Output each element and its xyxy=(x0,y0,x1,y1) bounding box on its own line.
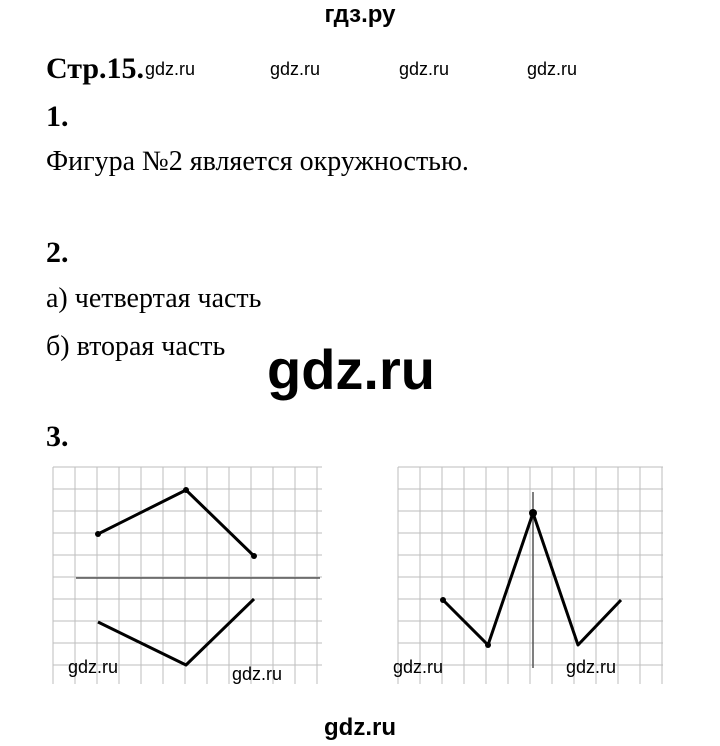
vertex-point xyxy=(251,553,257,559)
watermark: gdz.ru xyxy=(270,59,321,79)
task-1-answer: Фигура №2 является окружностью. xyxy=(46,146,469,177)
site-header: гдз.ру xyxy=(324,1,396,28)
watermark: gdz.ru xyxy=(566,657,617,677)
vertex-point xyxy=(183,487,189,493)
vertex-point xyxy=(485,642,491,648)
watermark: gdz.ru xyxy=(145,59,196,79)
watermark: gdz.ru xyxy=(527,59,578,79)
grid-drawing-right xyxy=(397,466,665,686)
task-2-answer-a: а) четвертая часть xyxy=(46,283,262,314)
site-footer: gdz.ru xyxy=(324,714,396,741)
task-2-answer-b: б) вторая часть xyxy=(46,331,226,362)
watermark: gdz.ru xyxy=(393,657,444,677)
vertex-point xyxy=(95,531,101,537)
task-number-3: 3. xyxy=(46,420,69,453)
watermark-large: gdz.ru xyxy=(267,338,435,401)
vertex-point xyxy=(440,597,446,603)
task-number-2: 2. xyxy=(46,236,69,269)
task-number-1: 1. xyxy=(46,100,69,133)
watermark: gdz.ru xyxy=(399,59,450,79)
grid-lines xyxy=(53,467,322,684)
grid-drawing-left xyxy=(52,466,324,686)
watermark: gdz.ru xyxy=(232,664,283,684)
broken-line-reflection xyxy=(98,599,254,665)
grid-lines xyxy=(398,467,663,684)
page-reference: Стр.15. xyxy=(46,52,145,85)
watermark: gdz.ru xyxy=(68,657,119,677)
broken-line-original xyxy=(98,490,254,556)
